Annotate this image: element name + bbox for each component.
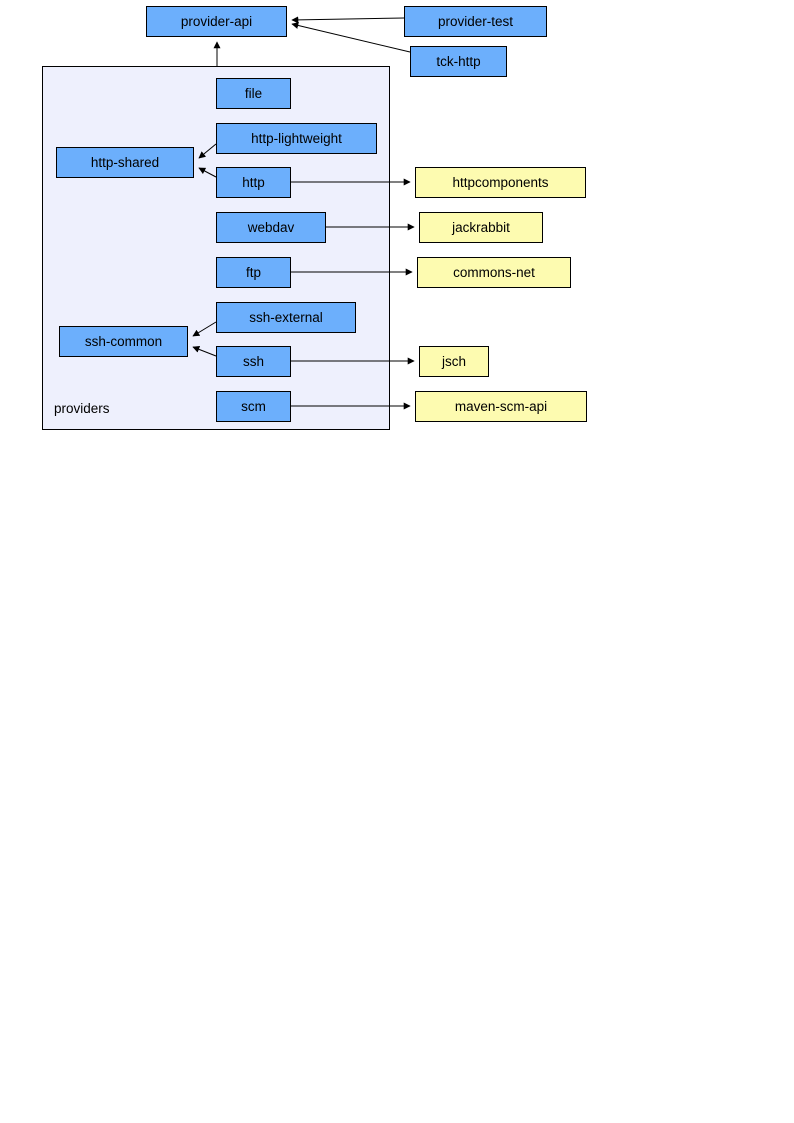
node-label: webdav [247,219,295,235]
node-provider-api[interactable] [146,6,287,37]
node-file[interactable] [216,78,291,109]
node-commons-net[interactable] [417,257,571,288]
node-ftp[interactable] [216,257,291,288]
node-label: file [244,85,263,101]
node-label: maven-scm-api [454,398,548,414]
node-label: ftp [245,264,261,280]
node-label: jackrabbit [452,219,510,235]
node-label: httpcomponents [452,174,549,190]
node-webdav[interactable] [216,212,326,243]
node-scm[interactable] [216,391,291,422]
node-label: ssh-common [84,333,163,349]
node-label: provider-test [437,13,514,29]
node-label: http [242,174,265,190]
node-http-lightweight[interactable] [216,123,377,154]
node-label: provider-api [180,13,253,29]
node-ssh-common[interactable] [59,326,188,357]
providers-group-label: providers [54,401,110,416]
node-label: commons-net [453,264,535,280]
edge-provider-test-to-provider-api [292,18,404,20]
node-jsch[interactable] [419,346,489,377]
node-maven-scm-api[interactable] [415,391,587,422]
node-label: ssh [242,353,264,369]
node-http[interactable] [216,167,291,198]
edge-tck-http-to-provider-api [292,24,410,52]
node-httpcomponents[interactable] [415,167,586,198]
node-label: http-shared [90,154,160,170]
node-jackrabbit[interactable] [419,212,543,243]
node-label: scm [241,398,266,414]
node-http-shared[interactable] [56,147,194,178]
node-label: ssh-external [249,309,323,325]
node-label: http-lightweight [251,130,342,146]
node-label: tck-http [436,53,481,69]
node-provider-test[interactable] [404,6,547,37]
node-label: jsch [441,353,466,369]
node-tck-http[interactable] [410,46,507,77]
node-ssh[interactable] [216,346,291,377]
node-ssh-external[interactable] [216,302,356,333]
